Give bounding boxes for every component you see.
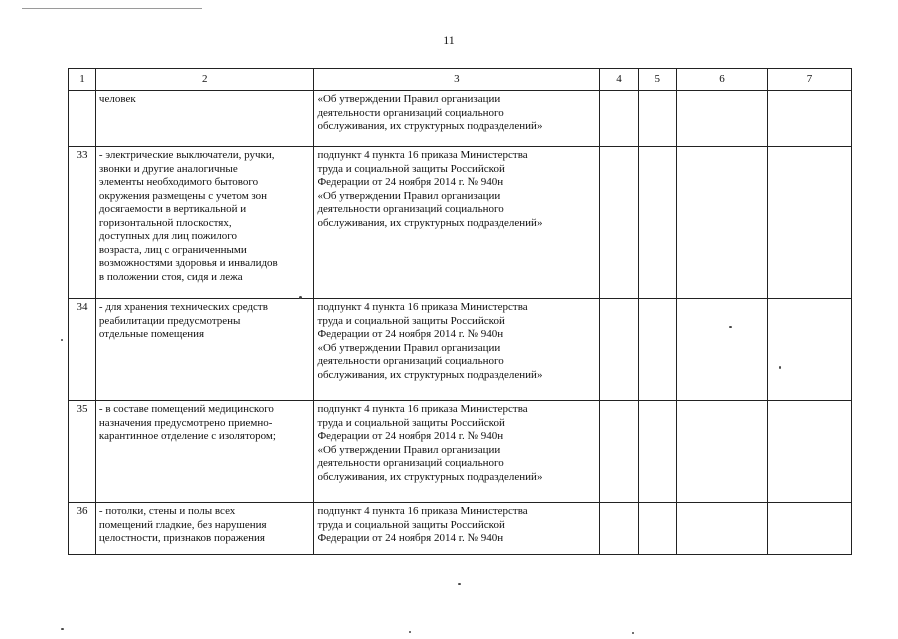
scan-speck — [632, 632, 634, 634]
scan-speck — [61, 628, 64, 630]
header-col-5: 5 — [638, 69, 676, 91]
row-number — [69, 91, 96, 147]
table-row — [69, 147, 852, 299]
header-col-7: 7 — [768, 69, 852, 91]
cell-col-7 — [768, 401, 852, 503]
cell-col-6 — [676, 91, 767, 147]
requirement-cell: - электрические выключатели, ручки, звонки и другие аналогичные элементы необходимого бытового окружения размещены с учетом зон досягаемости в вертикальной и горизонтальной плоскостях, доступных для лиц пожилого возраста, лиц с ограниченными возможностями здоровья и инвалидов в положении стоя, сидя и лежа — [95, 147, 314, 299]
row-number: 33 — [69, 147, 96, 299]
cell-col-5 — [638, 401, 676, 503]
table-row — [69, 401, 852, 503]
legal-basis-cell: подпункт 4 пункта 16 приказа Министерства труда и социальной защиты Российской Федерации от 24 ноября 2014 г. № 940н «Об утверждении Правил организации деятельности организаций социального обслуживания, их структурных подразделений» — [314, 147, 600, 299]
cell-col-5 — [638, 503, 676, 555]
row-number: 34 — [69, 299, 96, 401]
scan-speck — [779, 366, 781, 369]
header-col-3: 3 — [314, 69, 600, 91]
row-number: 36 — [69, 503, 96, 555]
scan-speck — [409, 631, 411, 633]
header-row — [69, 69, 852, 91]
scan-speck — [61, 339, 63, 341]
requirement-cell: - потолки, стены и полы всех помещений гладкие, без нарушения целостности, признаков поражения — [95, 503, 314, 555]
cell-col-4 — [600, 503, 638, 555]
legal-basis-cell: подпункт 4 пункта 16 приказа Министерства труда и социальной защиты Российской Федерации от 24 ноября 2014 г. № 940н «Об утверждении Правил организации деятельности организаций социального обслуживания, их структурных подразделений» — [314, 401, 600, 503]
requirement-cell: - в составе помещений медицинского назначения предусмотрено приемно- карантинное отделение с изолятором; — [95, 401, 314, 503]
table-row — [69, 503, 852, 555]
header-col-1: 1 — [69, 69, 96, 91]
legal-basis-cell: «Об утверждении Правил организации деятельности организаций социального обслуживания, их структурных подразделений» — [314, 91, 600, 147]
cell-col-7 — [768, 503, 852, 555]
cell-col-4 — [600, 147, 638, 299]
cell-col-4 — [600, 299, 638, 401]
table-header — [69, 69, 852, 91]
legal-basis-cell: подпункт 4 пункта 16 приказа Министерства труда и социальной защиты Российской Федерации от 24 ноября 2014 г. № 940н — [314, 503, 600, 555]
cell-col-7 — [768, 91, 852, 147]
requirement-cell: - для хранения технических средств реабилитации предусмотрены отдельные помещения — [95, 299, 314, 401]
cell-col-5 — [638, 299, 676, 401]
header-col-4: 4 — [600, 69, 638, 91]
requirement-cell: человек — [95, 91, 314, 147]
table-row — [69, 91, 852, 147]
scan-edge-line — [22, 8, 202, 9]
cell-col-5 — [638, 147, 676, 299]
cell-col-4 — [600, 401, 638, 503]
header-col-2: 2 — [95, 69, 314, 91]
cell-col-6 — [676, 147, 767, 299]
cell-col-7 — [768, 299, 852, 401]
cell-col-6 — [676, 401, 767, 503]
legal-basis-cell: подпункт 4 пункта 16 приказа Министерства труда и социальной защиты Российской Федерации от 24 ноября 2014 г. № 940н «Об утверждении Правил организации деятельности организаций социального обслуживания, их структурных подразделений» — [314, 299, 600, 401]
cell-col-6 — [676, 299, 767, 401]
cell-col-7 — [768, 147, 852, 299]
table-row — [69, 299, 852, 401]
scan-speck — [299, 296, 302, 299]
scan-speck — [458, 583, 461, 585]
cell-col-6 — [676, 503, 767, 555]
cell-col-4 — [600, 91, 638, 147]
page-number: 11 — [443, 33, 455, 47]
header-col-6: 6 — [676, 69, 767, 91]
scan-speck — [729, 326, 732, 328]
checklist-table — [68, 68, 852, 555]
row-number: 35 — [69, 401, 96, 503]
cell-col-5 — [638, 91, 676, 147]
